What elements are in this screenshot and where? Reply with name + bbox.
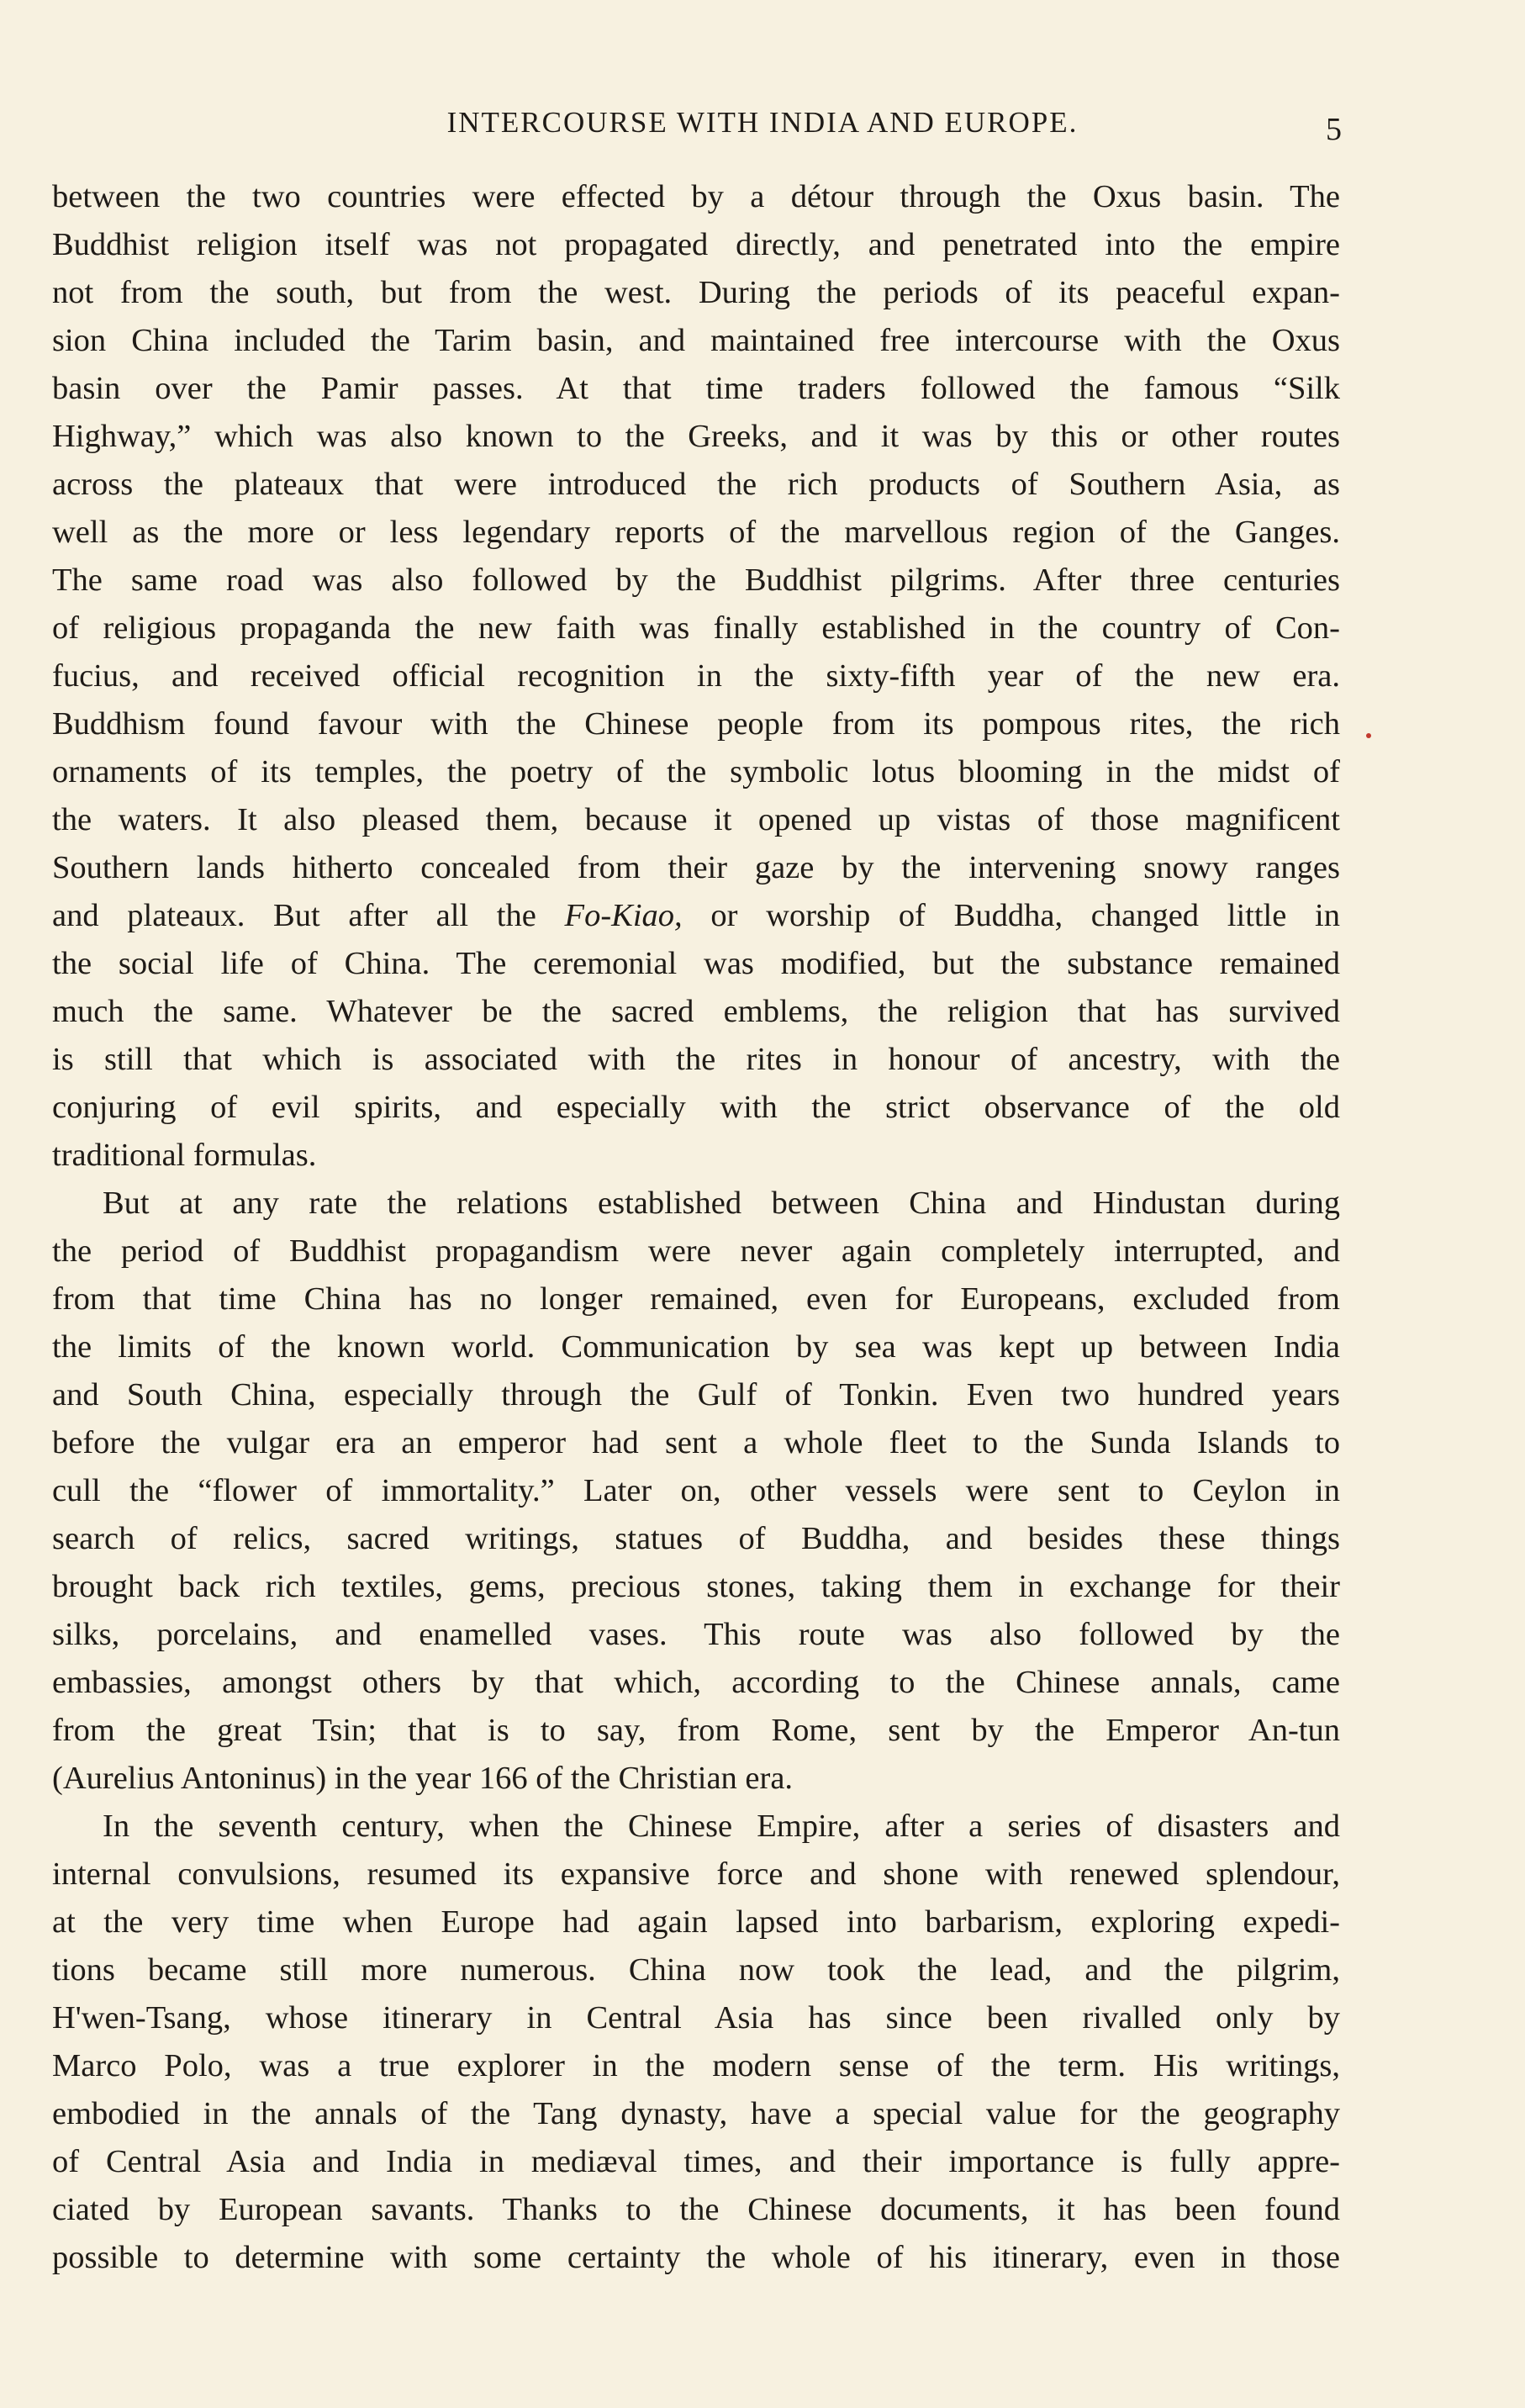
text-segment: or worship of Buddha, changed little in xyxy=(682,898,1340,933)
paragraph-start-line: But at any rate the relations established between China and Hindustan during xyxy=(103,1186,1340,1221)
text-line: the limits of the known world. Communication by sea was kept up between India xyxy=(52,1329,1340,1365)
text-line: and South China, especially through the Gulf of Tonkin. Even two hundred years xyxy=(52,1377,1340,1413)
text-line: before the vulgar era an emperor had sent a whole fleet to the Sunda Islands to xyxy=(52,1425,1340,1460)
text-line-with-italic xyxy=(52,892,1340,940)
text-line: ornaments of its temples, the poetry of the symbolic lotus blooming in the midst of xyxy=(52,754,1340,789)
text-line: search of relics, sacred writings, statues of Buddha, and besides these things xyxy=(52,1521,1340,1556)
running-head xyxy=(0,99,1525,150)
text-line: between the two countries were effected by a détour through the Oxus basin. The xyxy=(52,179,1340,214)
text-line: well as the more or less legendary reports of the marvellous region of the Ganges. xyxy=(52,515,1340,550)
text-line: internal convulsions, resumed its expansive force and shone with renewed splendour, xyxy=(52,1856,1340,1892)
text-line: brought back rich textiles, gems, precious stones, taking them in exchange for their xyxy=(52,1569,1340,1604)
margin-ink-dot xyxy=(1366,733,1371,738)
text-line: conjuring of evil spirits, and especially with the strict observance of the old xyxy=(52,1090,1340,1125)
text-line: tions became still more numerous. China now took the lead, and the pilgrim, xyxy=(52,1952,1340,1988)
text-line: ciated by European savants. Thanks to the Chinese documents, it has been found xyxy=(52,2192,1340,2227)
text-line: embassies, amongst others by that which, according to the Chinese annals, came xyxy=(52,1665,1340,1700)
text-line: Southern lands hitherto concealed from their gaze by the intervening snowy ranges xyxy=(52,850,1340,885)
paragraph-start-line: In the seventh century, when the Chinese Empire, after a series of disasters and xyxy=(103,1809,1340,1844)
text-line: Buddhist religion itself was not propagated directly, and penetrated into the empire xyxy=(52,227,1340,262)
text-line: cull the “flower of immortality.” Later on, other vessels were sent to Ceylon in xyxy=(52,1473,1340,1508)
text-line: the period of Buddhist propagandism were never again completely interrupted, and xyxy=(52,1233,1340,1269)
text-line: from the great Tsin; that is to say, from Rome, sent by the Emperor An-tun xyxy=(52,1713,1340,1748)
text-line: from that time China has no longer remained, even for Europeans, excluded from xyxy=(52,1281,1340,1317)
text-line: Highway,” which was also known to the Greeks, and it was by this or other routes xyxy=(52,419,1340,454)
text-line: fucius, and received official recognition in the sixty-fifth year of the new era. xyxy=(52,658,1340,694)
text-line: much the same. Whatever be the sacred emblems, the religion that has survived xyxy=(52,994,1340,1029)
text-line: embodied in the annals of the Tang dynasty, have a special value for the geography xyxy=(52,2096,1340,2131)
page-number: 5 xyxy=(1326,112,1342,147)
text-line: H'wen-Tsang, whose itinerary in Central Asia has since been rivalled only by xyxy=(52,2000,1340,2036)
text-line: the waters. It also pleased them, because it opened up vistas of those magnificent xyxy=(52,802,1340,837)
text-line: is still that which is associated with the rites in honour of ancestry, with the xyxy=(52,1042,1340,1077)
text-line: of religious propaganda the new faith was finally established in the country of Con- xyxy=(52,610,1340,646)
text-line: at the very time when Europe had again lapsed into barbarism, exploring expedi- xyxy=(52,1904,1340,1940)
text-line: across the plateaux that were introduced the rich products of Southern Asia, as xyxy=(52,467,1340,502)
text-line: of Central Asia and India in mediæval times, and their importance is fully appre- xyxy=(52,2144,1340,2179)
text-line: sion China included the Tarim basin, and maintained free intercourse with the Oxus xyxy=(52,323,1340,358)
paragraph-end-line: traditional formulas. xyxy=(52,1138,317,1173)
text-line: possible to determine with some certainty the whole of his itinerary, even in those xyxy=(52,2240,1340,2275)
text-line: the social life of China. The ceremonial was modified, but the substance remained xyxy=(52,946,1340,981)
text-line: silks, porcelains, and enamelled vases. This route was also followed by the xyxy=(52,1617,1340,1652)
text-line: Buddhism found favour with the Chinese people from its pompous rites, the rich xyxy=(52,706,1340,742)
paragraph-end-line: (Aurelius Antoninus) in the year 166 of the Christian era. xyxy=(52,1761,794,1796)
text-line: Marco Polo, was a true explorer in the modern sense of the term. His writings, xyxy=(52,2048,1340,2083)
text-line: The same road was also followed by the Buddhist pilgrims. After three centuries xyxy=(52,562,1340,598)
text-line: basin over the Pamir passes. At that time traders followed the famous “Silk xyxy=(52,371,1340,406)
italic-term: Fo-Kiao, xyxy=(564,898,683,933)
text-line: not from the south, but from the west. During the periods of its peaceful expan- xyxy=(52,275,1340,310)
running-title: INTERCOURSE WITH INDIA AND EUROPE. xyxy=(446,106,1079,139)
body-text xyxy=(52,173,1340,2282)
text-segment: and plateaux. But after all the xyxy=(52,898,565,933)
